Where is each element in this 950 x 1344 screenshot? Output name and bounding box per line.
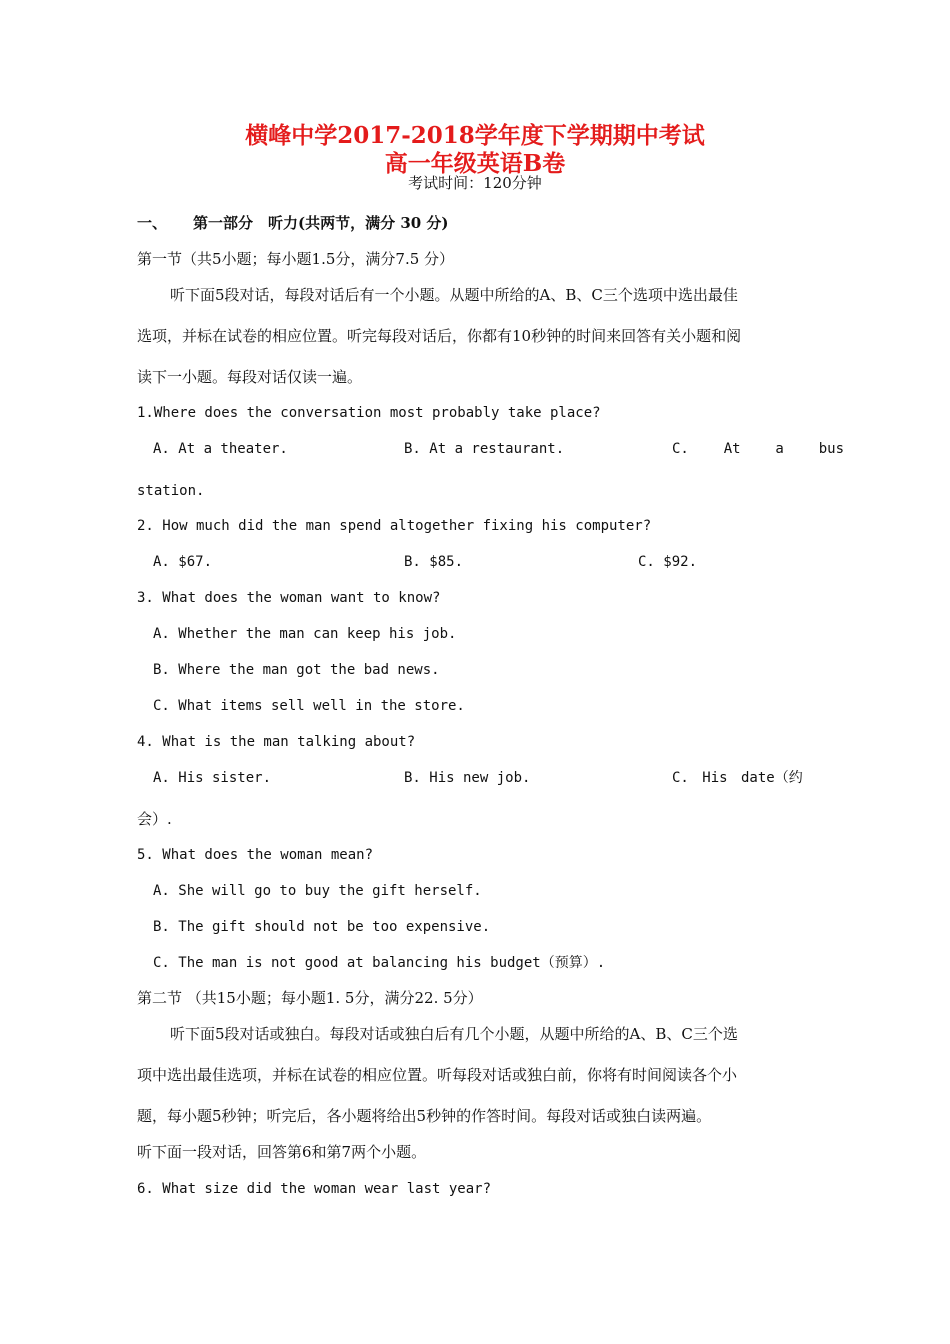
- q2-option-b: B. $85.: [404, 554, 464, 570]
- exam-subtitle: 高一年级英语B卷: [384, 150, 566, 177]
- q2-option-c: C. $92.: [638, 554, 698, 570]
- section2-instruction: 项中选出最佳选项，并标在试卷的相应位置。听每段对话或独白前，你将有时间阅读各个小: [137, 1066, 738, 1084]
- part-heading: 第一部分 听力(共两节，满分 30 分): [193, 214, 449, 232]
- question-3: 3. What does the woman want to know?: [137, 590, 441, 606]
- exam-time: 考试时间：120分钟: [408, 174, 542, 192]
- dialog-intro: 听下面一段对话，回答第6和第7两个小题。: [137, 1143, 427, 1161]
- question-2: 2. How much did the man spend altogether fixing his computer?: [137, 518, 652, 534]
- q1-option-a: A. At a theater.: [153, 441, 288, 457]
- section2-instruction: 听下面5段对话或独白。每段对话或独白后有几个小题，从题中所给的A、B、C三个选: [170, 1025, 738, 1043]
- section1-heading: 第一节（共5小题；每小题1.5分，满分7.5 分）: [137, 250, 455, 268]
- exam-title: 横峰中学2017-2018学年度下学期期中考试: [245, 122, 705, 149]
- q1-option-b: B. At a restaurant.: [404, 441, 565, 457]
- question-5: 5. What does the woman mean?: [137, 847, 374, 863]
- q5-option-b: B. The gift should not be too expensive.: [153, 919, 491, 935]
- section2-instruction: 题，每小题5秒钟；听完后，各小题将给出5秒钟的作答时间。每段对话或独白读两遍。: [137, 1107, 712, 1125]
- q3-option-c: C. What items sell well in the store.: [153, 698, 465, 714]
- section2-heading: 第二节 （共15小题；每小题1. 5分，满分22. 5分）: [137, 989, 483, 1007]
- q3-option-a: A. Whether the man can keep his job.: [153, 626, 457, 642]
- question-6: 6. What size did the woman wear last year?: [137, 1181, 492, 1197]
- q4-option-c: C. His date（约: [672, 770, 803, 786]
- q1-option-c: C. At a bus: [672, 441, 845, 457]
- q4-option-a: A. His sister.: [153, 770, 272, 786]
- q4-option-c-continued: 会）.: [137, 810, 172, 828]
- q1-option-c-continued: station.: [137, 483, 205, 499]
- q3-option-b: B. Where the man got the bad news.: [153, 662, 440, 678]
- section1-instruction: 读下一小题。每段对话仅读一遍。: [137, 368, 363, 386]
- q2-option-a: A. $67.: [153, 554, 213, 570]
- part-number: 一、: [137, 214, 168, 232]
- question-1: 1.Where does the conversation most probably take place?: [137, 405, 601, 421]
- q5-option-a: A. She will go to buy the gift herself.: [153, 883, 482, 899]
- q4-option-b: B. His new job.: [404, 770, 531, 786]
- question-4: 4. What is the man talking about?: [137, 734, 416, 750]
- q5-option-c: C. The man is not good at balancing his budget（预算）.: [153, 955, 606, 971]
- section1-instruction: 听下面5段对话，每段对话后有一个小题。从题中所给的A、B、C三个选项中选出最佳: [170, 286, 738, 304]
- section1-instruction: 选项，并标在试卷的相应位置。听完每段对话后，你都有10秒钟的时间来回答有关小题和阅: [137, 327, 742, 345]
